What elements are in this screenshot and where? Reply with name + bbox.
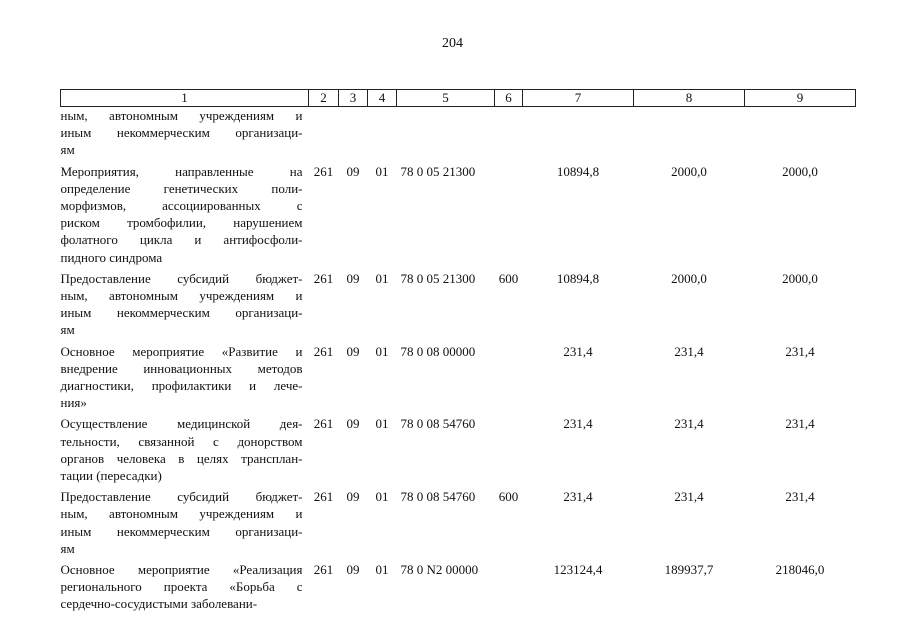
cell-amount-col9: 218046,0	[775, 562, 825, 578]
description-line: пидного синдрома	[60, 249, 163, 265]
cell-amount-col8: 2000,0	[671, 163, 707, 179]
cell-subsection-code: 01	[375, 489, 389, 505]
cell-subsection-code	[368, 107, 397, 159]
description-line: диагностики, профилактики и лече-	[60, 378, 303, 394]
table-row	[61, 107, 856, 159]
column-header-1: 1	[61, 90, 309, 107]
cell-expense-type	[495, 339, 523, 412]
cell-expense-type	[495, 411, 523, 484]
cell-subsection-code: 01	[375, 416, 389, 432]
cell-ministry-code: 261	[313, 489, 334, 505]
cell-amount-col7: 10894,8	[556, 163, 600, 179]
cell-target-code: 78 0 N2 00000	[400, 562, 479, 578]
cell-target-code: 78 0 08 00000	[400, 343, 476, 359]
description-line: сердечно-сосудистыми заболевани-	[60, 596, 258, 612]
column-header-6: 6	[495, 90, 523, 107]
description-line: морфизмов, ассоциированных с	[60, 198, 303, 214]
description-line: фолатного цикла и антифосфоли-	[60, 232, 303, 248]
table-row	[61, 159, 856, 266]
description-line: ным, автономным учреждениям и	[60, 506, 303, 522]
cell-amount-col8: 231,4	[674, 489, 704, 505]
row-description	[61, 339, 309, 412]
cell-amount-col8: 189937,7	[664, 562, 714, 578]
cell-amount-col9: 2000,0	[782, 270, 818, 286]
cell-section-code: 09	[346, 163, 360, 179]
cell-amount-col9: 231,4	[785, 489, 815, 505]
cell-ministry-code: 261	[313, 562, 334, 578]
description-line: ным, автономным учреждениям и	[60, 288, 303, 304]
column-header-4: 4	[368, 90, 397, 107]
table-body	[61, 107, 856, 613]
description-line: определение генетических поли-	[60, 180, 303, 196]
description-line: ния»	[60, 395, 87, 411]
description-line: ным, автономным учреждениям и	[60, 108, 303, 123]
cell-ministry-code: 261	[313, 416, 334, 432]
cell-section-code: 09	[346, 489, 360, 505]
description-line: иным некоммерческим организаци-	[60, 523, 303, 539]
cell-amount-col8: 231,4	[674, 343, 704, 359]
cell-amount-col9	[745, 107, 856, 159]
row-description	[61, 266, 309, 339]
cell-target-code	[397, 107, 495, 159]
description-line: ям	[60, 142, 75, 158]
cell-section-code: 09	[346, 270, 360, 286]
row-description	[61, 411, 309, 484]
cell-expense-type	[495, 107, 523, 159]
row-description	[61, 557, 309, 613]
cell-section-code: 09	[346, 416, 360, 432]
description-line: тации (пересадки)	[60, 468, 162, 484]
table-row	[61, 484, 856, 557]
cell-ministry-code: 261	[313, 343, 334, 359]
cell-amount-col9: 231,4	[785, 343, 815, 359]
description-line: Предоставление субсидий бюджет-	[60, 489, 303, 505]
cell-target-code: 78 0 05 21300	[400, 163, 476, 179]
cell-subsection-code: 01	[375, 270, 389, 286]
column-header-5: 5	[397, 90, 495, 107]
description-line: Предоставление субсидий бюджет-	[60, 270, 303, 286]
cell-amount-col9: 231,4	[785, 416, 815, 432]
cell-target-code: 78 0 08 54760	[400, 416, 476, 432]
cell-expense-type: 600	[498, 270, 519, 286]
row-description	[61, 107, 309, 159]
cell-subsection-code: 01	[375, 163, 389, 179]
cell-expense-type: 600	[498, 489, 519, 505]
column-header-7: 7	[523, 90, 634, 107]
column-header-2: 2	[309, 90, 339, 107]
cell-amount-col7: 10894,8	[556, 270, 600, 286]
cell-amount-col9: 2000,0	[782, 163, 818, 179]
cell-section-code: 09	[346, 343, 360, 359]
budget-table	[60, 89, 856, 613]
cell-section-code	[339, 107, 368, 159]
cell-subsection-code: 01	[375, 562, 389, 578]
description-line: внедрение инновационных методов	[60, 360, 303, 376]
description-line: Основное мероприятие «Развитие и	[60, 343, 303, 359]
cell-target-code: 78 0 08 54760	[400, 489, 476, 505]
cell-subsection-code: 01	[375, 343, 389, 359]
row-description	[61, 159, 309, 266]
cell-amount-col8	[634, 107, 745, 159]
description-line: риском тромбофилии, нарушением	[60, 215, 303, 231]
description-line: Мероприятия, направленные на	[60, 163, 303, 179]
column-header-8: 8	[634, 90, 745, 107]
description-line: Основное мероприятие «Реализация	[60, 562, 303, 578]
cell-ministry-code	[309, 107, 339, 159]
table-row	[61, 411, 856, 484]
description-line: иным некоммерческим организаци-	[60, 305, 303, 321]
column-header-3: 3	[339, 90, 368, 107]
cell-section-code: 09	[346, 562, 360, 578]
cell-amount-col7: 231,4	[563, 489, 593, 505]
description-line: тельности, связанной с донорством	[60, 433, 303, 449]
cell-amount-col7: 123124,4	[553, 562, 603, 578]
page-number: 204	[442, 36, 463, 51]
cell-amount-col7: 231,4	[563, 416, 593, 432]
cell-amount-col8: 2000,0	[671, 270, 707, 286]
column-header-9: 9	[745, 90, 856, 107]
cell-amount-col7: 231,4	[563, 343, 593, 359]
cell-amount-col7	[523, 107, 634, 159]
cell-expense-type	[495, 557, 523, 613]
cell-expense-type	[495, 159, 523, 266]
cell-ministry-code: 261	[313, 163, 334, 179]
table-row	[61, 339, 856, 412]
description-line: Осуществление медицинской дея-	[60, 416, 303, 432]
cell-target-code: 78 0 05 21300	[400, 270, 476, 286]
table-row	[61, 266, 856, 339]
cell-ministry-code: 261	[313, 270, 334, 286]
description-line: ям	[60, 540, 75, 556]
table-header-row	[61, 90, 856, 107]
table-row	[61, 557, 856, 613]
description-line: ям	[60, 322, 75, 338]
row-description	[61, 484, 309, 557]
description-line: регионального проекта «Борьба с	[60, 579, 303, 595]
cell-amount-col8: 231,4	[674, 416, 704, 432]
description-line: органов человека в целях трансплан-	[60, 450, 303, 466]
description-line: иным некоммерческим организаци-	[60, 125, 303, 141]
